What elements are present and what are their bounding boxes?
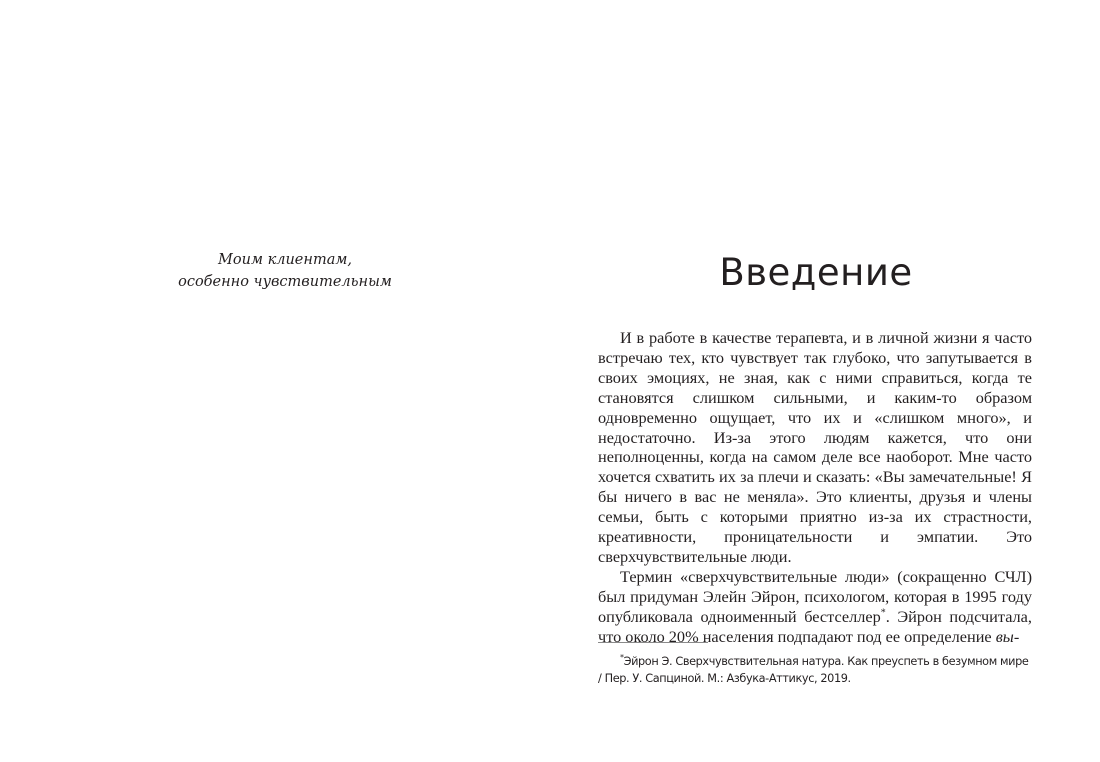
chapter-title: Введение xyxy=(719,251,913,294)
dedication xyxy=(150,249,420,293)
footnote-paragraph xyxy=(598,653,1032,687)
footnote xyxy=(598,653,1032,687)
paragraph-1: И в работе в качестве терапевта, и в личной жизни я часто встречаю тех, кто чувствует так глубоко, что запутывается в своих эмоциях, не зная, как с ними справиться, когда те становятся слишком сильными, и каким-то образом одновременно ощущает, что их и «слишком много», и недостаточно. Из-за этого людям кажется, что они неполноценны, когда на самом деле все наоборот. Мне часто хочется схватить их за плечи и сказать: «Вы замечательные! Я бы ничего в вас не меняла». Это клиенты, друзья и члены семьи, быть с которыми приятно из-за их страстности, креативности, проницательности и эмпатии. Это сверхчувствительные люди. xyxy=(598,328,1032,566)
footnote-reference[interactable]: * xyxy=(880,607,886,619)
dedication-line-1: Моим клиентам, xyxy=(218,252,352,268)
footnote-divider xyxy=(598,642,708,643)
paragraph-2-text-a: Термин «сверхчувствительные люди» (сокращенно СЧЛ) был придуман Элейн Эйрон, психологом, которая в 1995 году опубликовала одноименный бестселлер xyxy=(598,566,1032,626)
footnote-text: Эйрон Э. Сверхчувствительная натура. Как преуспеть в безумном мире / Пер. У. Сапциной. М.: Азбука-Аттикус, 2019. xyxy=(598,655,1029,685)
paragraph-2 xyxy=(598,567,1032,647)
dedication-line-2: особенно чувствительным xyxy=(178,274,392,290)
right-page xyxy=(550,0,1100,762)
paragraph-2-italic-tail: вы- xyxy=(995,626,1020,646)
paragraph-2-text-b: . Эйрон подсчитала, что около 20% населения подпадают под ее определение xyxy=(598,606,1032,646)
body-text xyxy=(598,328,1032,647)
footnote-marker: * xyxy=(620,653,624,663)
